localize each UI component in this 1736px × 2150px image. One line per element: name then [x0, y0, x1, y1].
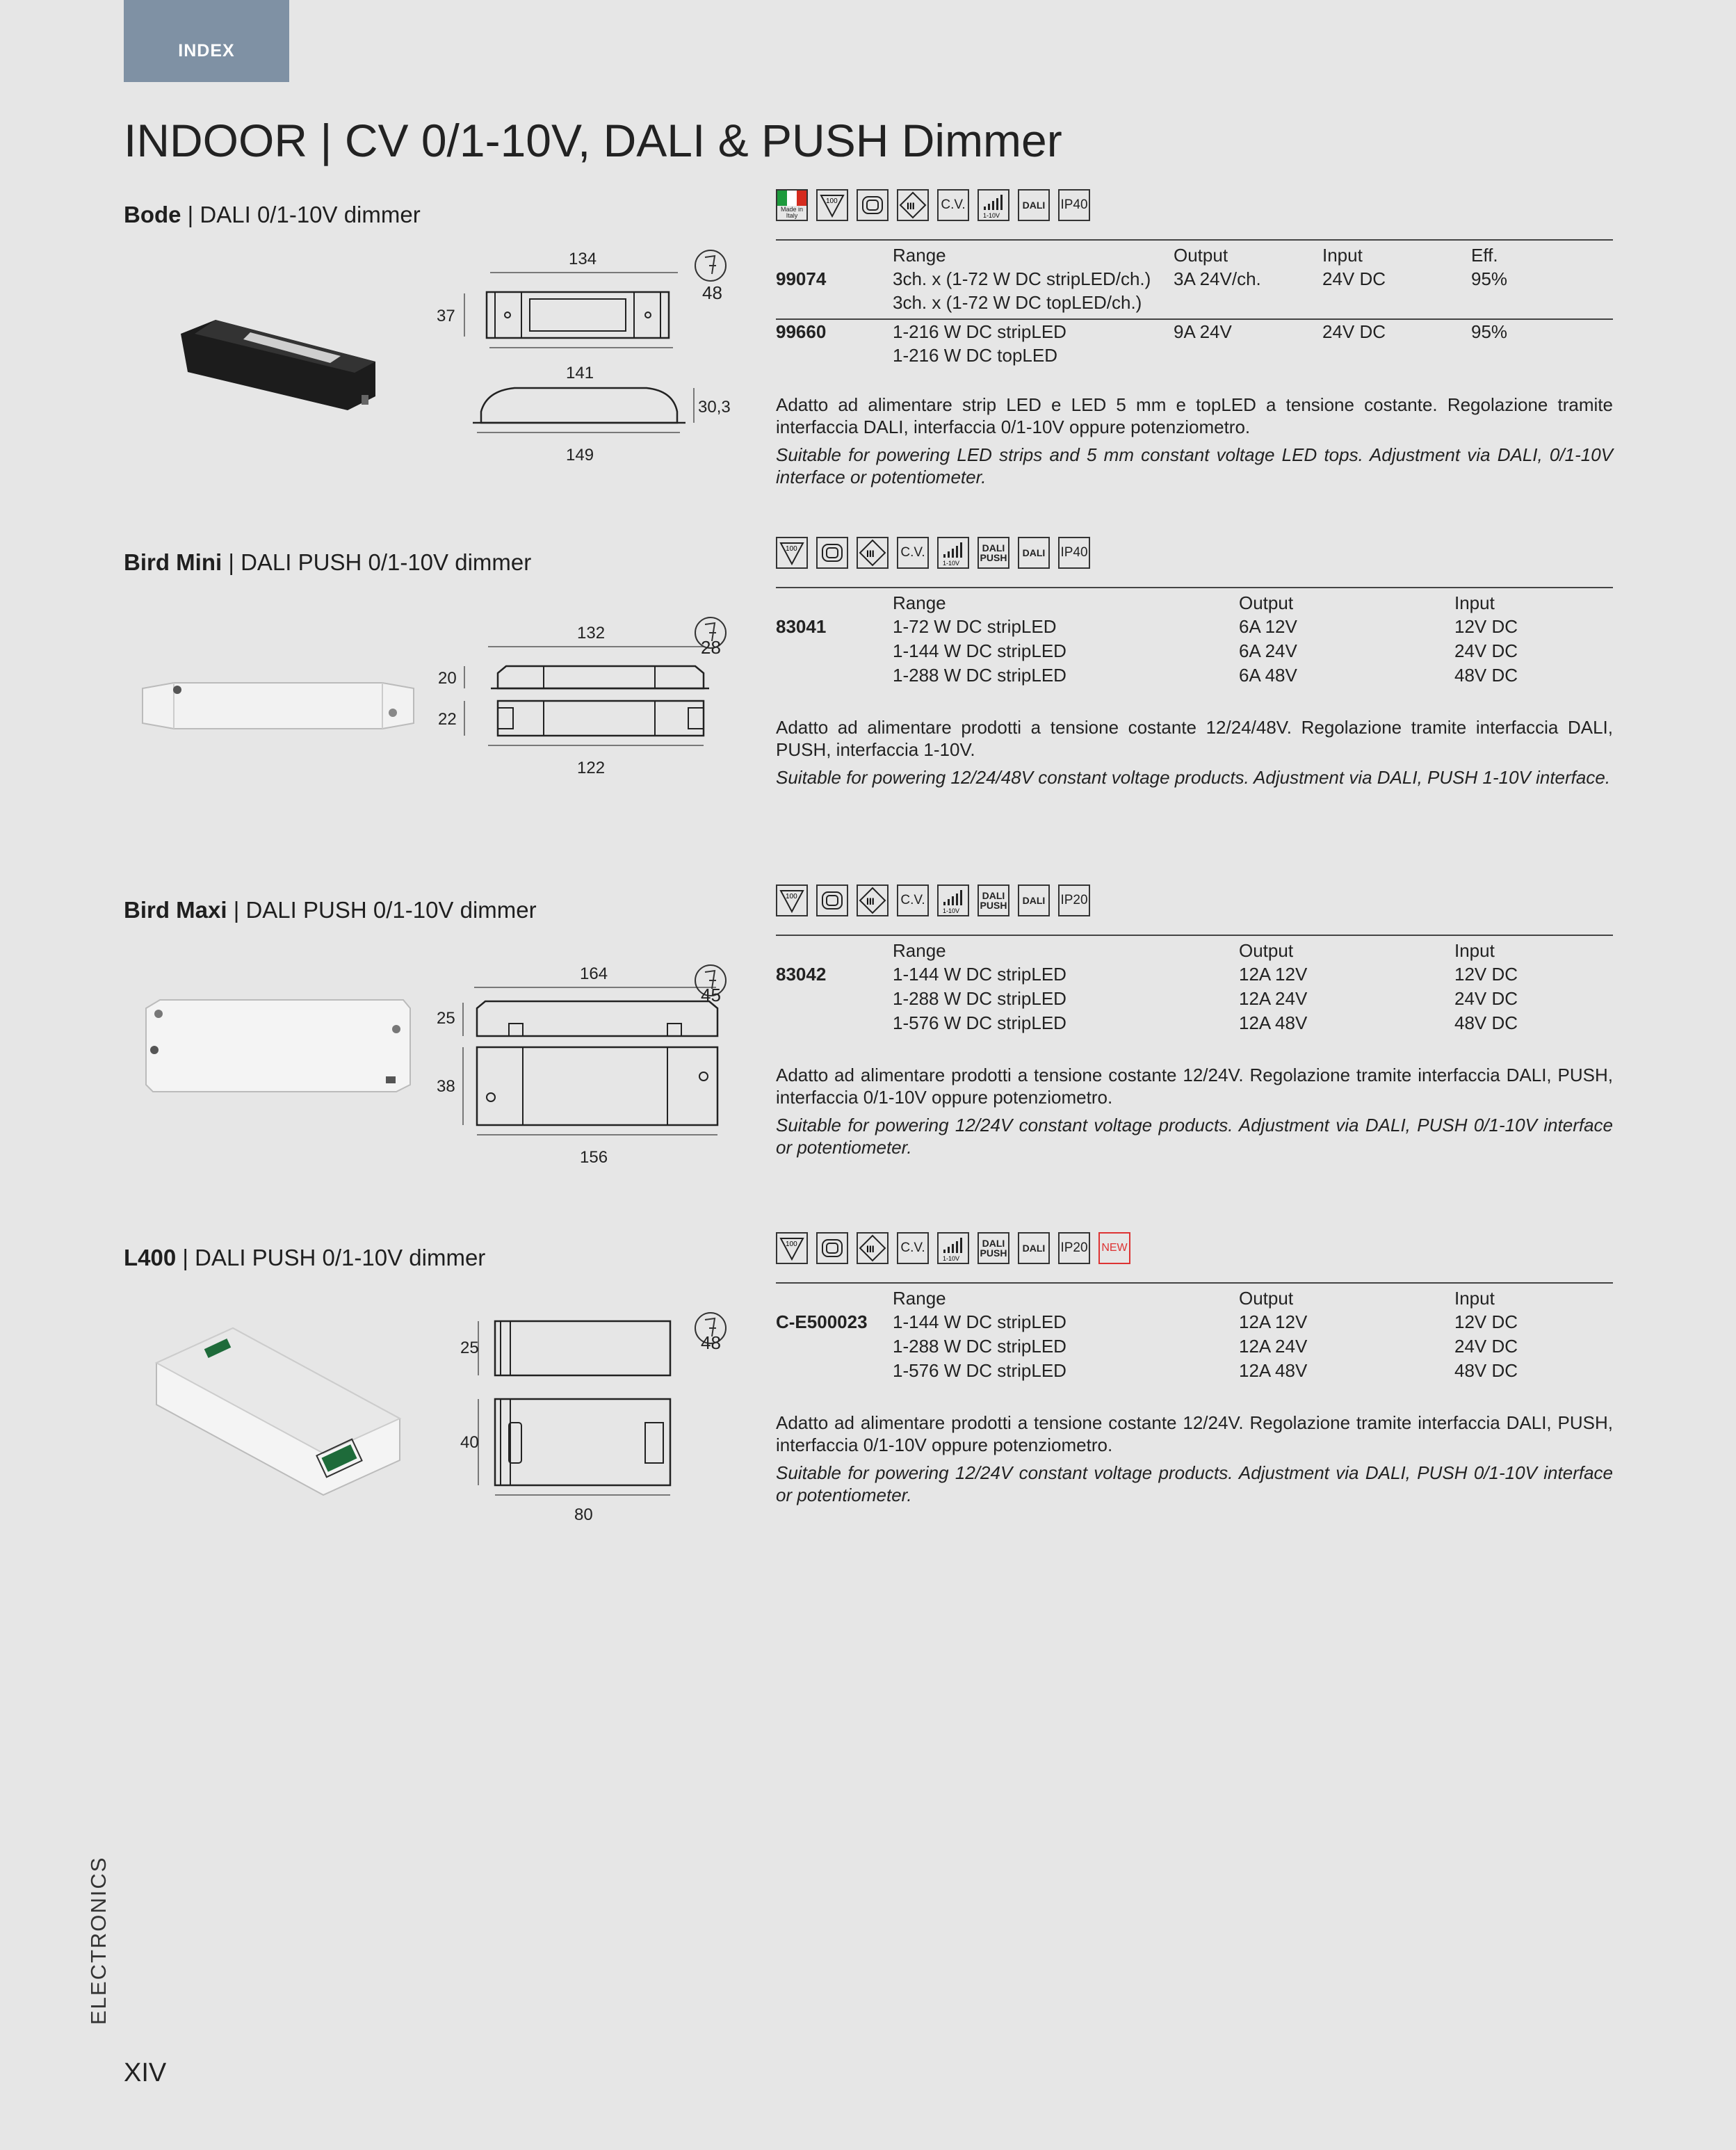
product-type: DALI PUSH 0/1-10V dimmer [241, 549, 532, 575]
page-number: XIV [124, 2058, 167, 2087]
dim-hang: 48 [701, 1332, 721, 1353]
description-italian: Adatto ad alimentare prodotti a tensione costante 12/24V. Regolazione tramite interfaccia DALI, PUSH, interfaccia 0/1-10V oppure potenziometro. [776, 1412, 1613, 1455]
side-section-label: ELECTRONICS [86, 1856, 111, 2025]
description-english: Suitable for powering LED strips and 5 mm constant voltage LED tops. Adjustment via DALI, 0/1-10V interface or potentiometer. [776, 444, 1613, 487]
page-title: INDOOR | CV 0/1-10V, DALI & PUSH Dimmer [124, 115, 1062, 166]
svg-text:1-10V: 1-10V [943, 1255, 960, 1262]
certification-icons [776, 189, 1090, 221]
class-iii-icon [857, 537, 889, 569]
spec-table-header: Range Output Input Eff. [776, 239, 1613, 268]
dimming-1-10v-icon [937, 1232, 969, 1264]
certification-icons [776, 884, 1090, 916]
dim-height-a: 25 [437, 1009, 455, 1028]
dimming-1-10v-icon [937, 884, 969, 916]
index-tab-label: INDEX [178, 41, 235, 60]
product-photo [167, 306, 389, 424]
svg-text:1-10V: 1-10V [943, 560, 960, 567]
description-italian: Adatto ad alimentare strip LED e LED 5 mm e topLED a tensione costante. Regolazione tramite interfaccia DALI, interfaccia 0/1-10V oppure potenziometro. [776, 394, 1613, 437]
table-row: 83042 1-144 W DC stripLED 1-288 W DC stripLED 1-576 W DC stripLED 12A 12V 12A 24V 12A 48V 12V DC 24V DC 48V DC [776, 964, 1518, 1033]
dim-top-width: 164 [580, 964, 608, 983]
class-iii-icon [897, 189, 929, 221]
dim-side-height: 30,3 [698, 398, 731, 417]
product-bode [0, 197, 1736, 535]
dim-height-a: 20 [438, 669, 457, 688]
spec-table [776, 1282, 1613, 1387]
dim-height-b: 38 [437, 1077, 455, 1096]
constant-voltage-icon: C.V. [897, 537, 929, 569]
dim-top-width: 132 [577, 624, 606, 642]
spec-table [776, 587, 1613, 691]
svg-text:100: 100 [826, 197, 838, 205]
independent-driver-icon [816, 884, 848, 916]
temperature-100-icon [776, 1232, 808, 1264]
description-italian: Adatto ad alimentare prodotti a tensione costante 12/24/48V. Regolazione tramite interfaccia DALI, PUSH, interfaccia 1-10V. [776, 717, 1613, 760]
dali-push-icon: DALI PUSH [977, 884, 1009, 916]
dali-icon: DALI [1018, 537, 1050, 569]
table-row: C-E500023 1-144 W DC stripLED 1-288 W DC stripLED 1-576 W DC stripLED 12A 12V 12A 24V 12A 48V 12V DC 24V DC 48V DC [776, 1311, 1518, 1381]
svg-text:III: III [866, 548, 875, 559]
svg-text:1-10V: 1-10V [983, 212, 1000, 219]
product-photo [136, 674, 421, 737]
svg-text:100: 100 [786, 545, 797, 553]
independent-driver-icon [857, 189, 889, 221]
temperature-100-icon [816, 189, 848, 221]
dim-top-width: 134 [569, 250, 597, 268]
product-description [776, 394, 1613, 494]
dimension-drawing [445, 1286, 751, 1524]
product-bird-mini [0, 542, 1736, 883]
product-title: Bird Mini | DALI PUSH 0/1-10V dimmer [124, 549, 532, 575]
product-title: L400 | DALI PUSH 0/1-10V dimmer [124, 1245, 486, 1270]
made-in-italy-icon: Made in Italy [776, 189, 808, 221]
dali-push-icon: DALI PUSH [977, 537, 1009, 569]
dimming-1-10v-icon [937, 537, 969, 569]
dali-icon: DALI [1018, 1232, 1050, 1264]
dim-height: 37 [437, 307, 455, 325]
table-row: 99660 1-216 W DC stripLED 1-216 W DC topLED 9A 24V 24V DC 95% [776, 318, 1613, 370]
dimming-1-10v-icon [977, 189, 1009, 221]
dim-bottom-width: 156 [580, 1148, 608, 1167]
independent-driver-icon [816, 537, 848, 569]
svg-text:1-10V: 1-10V [943, 907, 960, 914]
spec-table [776, 239, 1613, 370]
dim-body-width: 141 [566, 364, 594, 382]
description-english: Suitable for powering 12/24V constant voltage products. Adjustment via DALI, PUSH 0/1-10V interface or potentiometer. [776, 1462, 1613, 1505]
ip-rating-icon: IP20 [1058, 1232, 1090, 1264]
svg-text:III: III [866, 1243, 875, 1254]
hanging-height-icon [695, 250, 726, 281]
product-l400 [0, 1238, 1736, 1578]
product-name: L400 [124, 1245, 177, 1270]
description-english: Suitable for powering 12/24V constant voltage products. Adjustment via DALI, PUSH 0/1-10V interface or potentiometer. [776, 1115, 1613, 1158]
dim-bottom-width: 149 [566, 446, 594, 464]
index-tab[interactable] [124, 0, 289, 82]
new-badge: NEW [1098, 1232, 1130, 1264]
dimension-drawing [431, 591, 751, 814]
svg-text:III: III [907, 200, 915, 211]
product-bird-maxi [0, 890, 1736, 1231]
product-name: Bird Mini [124, 549, 222, 575]
dim-height-a: 25 [460, 1339, 479, 1357]
temperature-100-icon [776, 537, 808, 569]
description-italian: Adatto ad alimentare prodotti a tensione costante 12/24V. Regolazione tramite interfaccia DALI, PUSH, interfaccia 0/1-10V oppure potenziometro. [776, 1065, 1613, 1108]
table-row: 99074 3ch. x (1-72 W DC stripLED/ch.) 3ch. x (1-72 W DC topLED/ch.) 3A 24V/ch. 24V DC 95% [776, 268, 1508, 313]
product-type: DALI PUSH 0/1-10V dimmer [195, 1245, 486, 1270]
independent-driver-icon [816, 1232, 848, 1264]
class-iii-icon [857, 1232, 889, 1264]
ip-rating-icon: IP40 [1058, 537, 1090, 569]
ip-rating-icon: IP40 [1058, 189, 1090, 221]
certification-icons [776, 1232, 1130, 1264]
dali-icon: DALI [1018, 884, 1050, 916]
dimension-drawing [431, 939, 751, 1167]
product-photo [139, 994, 417, 1099]
svg-text:100: 100 [786, 1240, 797, 1248]
constant-voltage-icon: C.V. [897, 1232, 929, 1264]
dim-bottom-width: 80 [574, 1505, 593, 1524]
spec-table-header: Range Output Input [776, 935, 1613, 964]
product-title: Bode | DALI 0/1-10V dimmer [124, 202, 421, 227]
class-iii-icon [857, 884, 889, 916]
temperature-100-icon [776, 884, 808, 916]
dim-bottom-width: 122 [577, 759, 606, 777]
product-title: Bird Maxi | DALI PUSH 0/1-10V dimmer [124, 897, 537, 923]
dali-icon: DALI [1018, 189, 1050, 221]
product-name: Bode [124, 202, 181, 227]
spec-table-header: Range Output Input [776, 587, 1613, 616]
product-description [776, 1064, 1613, 1164]
product-type: DALI PUSH 0/1-10V dimmer [245, 897, 537, 923]
dim-height-b: 22 [438, 710, 457, 729]
product-photo [149, 1314, 407, 1502]
dimension-drawing [417, 243, 751, 464]
product-type: DALI 0/1-10V dimmer [200, 202, 421, 227]
spec-table [776, 935, 1613, 1039]
dim-hang: 45 [701, 985, 721, 1005]
product-description [776, 1412, 1613, 1512]
ip-rating-icon: IP20 [1058, 884, 1090, 916]
svg-text:III: III [866, 896, 875, 907]
dim-hang: 48 [702, 282, 722, 303]
dali-push-icon: DALI PUSH [977, 1232, 1009, 1264]
table-row: 83041 1-72 W DC stripLED 1-144 W DC stripLED 1-288 W DC stripLED 6A 12V 6A 24V 6A 48V 12V DC 24V DC 48V DC [776, 616, 1518, 686]
spec-table-header: Range Output Input [776, 1282, 1613, 1311]
constant-voltage-icon: C.V. [897, 884, 929, 916]
description-english: Suitable for powering 12/24/48V constant voltage products. Adjustment via DALI, PUSH 1-10V interface. [776, 767, 1611, 788]
product-name: Bird Maxi [124, 897, 227, 923]
dim-height-b: 40 [460, 1433, 479, 1452]
certification-icons [776, 537, 1090, 569]
svg-text:100: 100 [786, 893, 797, 900]
dim-hang: 28 [701, 637, 721, 658]
constant-voltage-icon: C.V. [937, 189, 969, 221]
product-description [776, 716, 1613, 794]
